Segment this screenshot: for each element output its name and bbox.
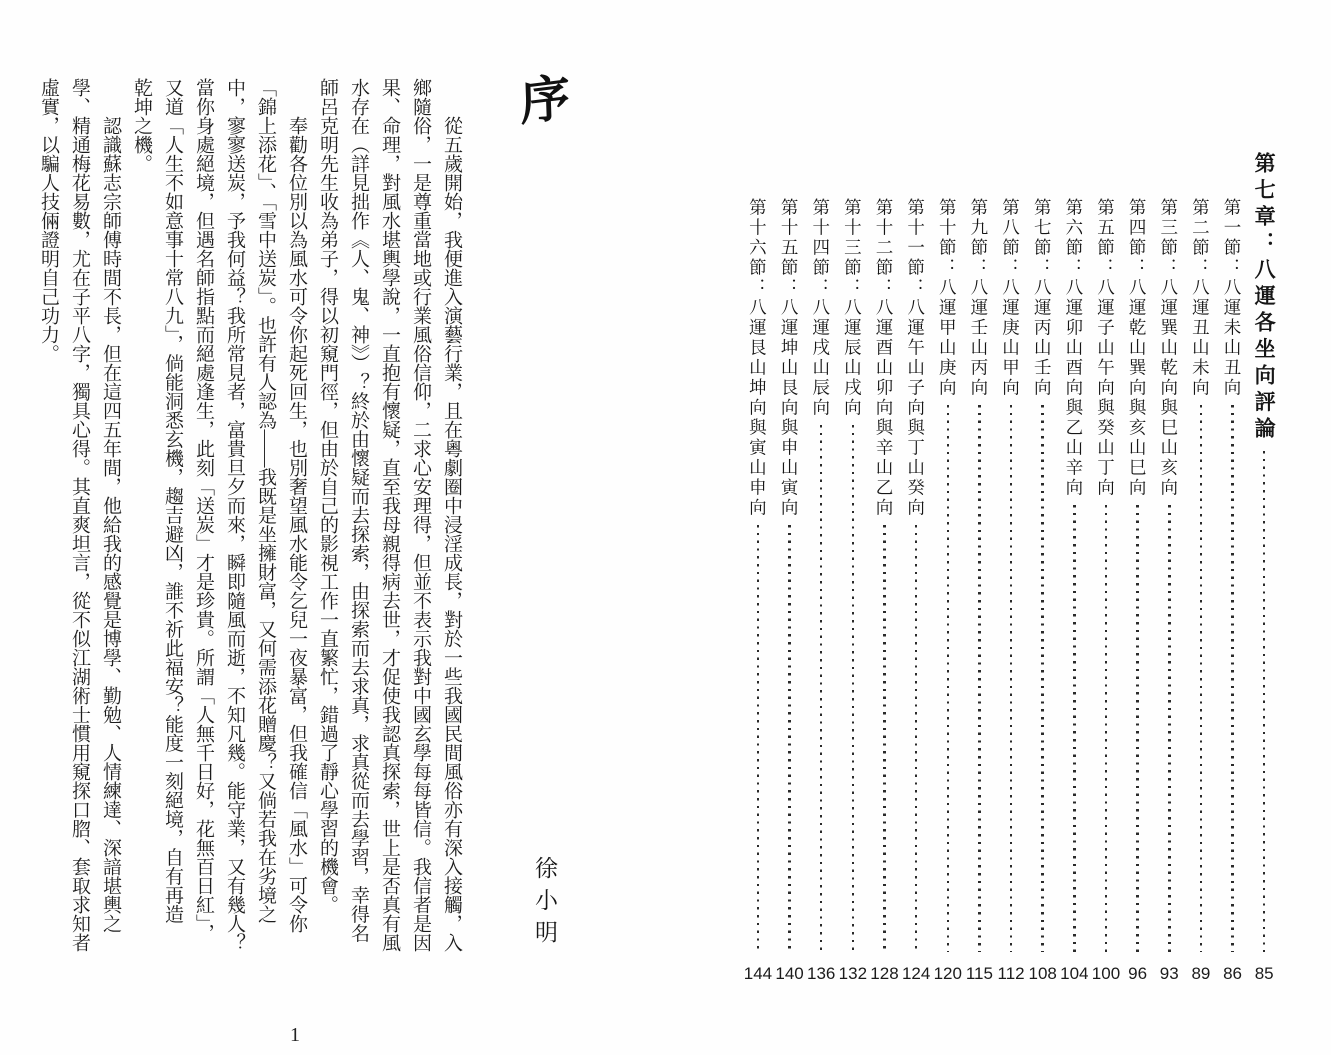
toc-section-column <box>1185 150 1217 984</box>
toc-page-number: 100 <box>1091 964 1121 983</box>
toc-section-label: 第一節：八運未山丑向 <box>1222 198 1243 398</box>
preface-line: 水存在（詳見拙作《人、鬼、神》）？終於由懷疑而去探索，由探索而去求真，求真從而去學習，幸得名 <box>348 78 369 943</box>
toc-page-number: 89 <box>1191 964 1211 983</box>
preface-line: 鄉隨俗，一是尊重當地或行業風俗信仰，二求心安理得，但並不表示我對中國玄學每每皆信。我信者是因 <box>410 78 431 952</box>
toc-section-label: 第十節：八運甲山庚向 <box>937 198 958 398</box>
toc-section-column <box>869 150 901 984</box>
toc-section-label: 第七節：八運丙山壬向 <box>1032 198 1053 398</box>
toc-page-number: 144 <box>743 964 773 983</box>
toc-section-label: 第十一節：八運午山子向與丁山癸向 <box>905 198 926 518</box>
preface-line: 虛實，以騙人技倆證明自己功力。 <box>38 78 59 363</box>
dot-leader <box>852 425 855 952</box>
toc-page-number: 124 <box>901 964 931 983</box>
toc-page-number: 108 <box>1028 964 1057 983</box>
toc-section-label: 第二節：八運丑山未向 <box>1190 198 1211 398</box>
toc-page-number: 112 <box>997 964 1025 983</box>
dot-leader <box>757 525 760 952</box>
dot-leader <box>1136 505 1139 952</box>
toc-page-number: 120 <box>933 964 962 983</box>
dot-leader <box>883 525 886 952</box>
toc-section-label: 第四節：八運乾山巽向與亥山巳向 <box>1127 198 1148 498</box>
preface-line: 果、命理，對風水堪輿學說，一直抱有懷疑，直至我母親得病去世，才促使我認真探索，世上是否真有風 <box>379 78 400 952</box>
toc-section-label: 第十四節：八運戌山辰向 <box>810 198 831 418</box>
dot-leader <box>915 525 918 952</box>
toc-section-label: 第三節：八運巽山乾向與巳山亥向 <box>1158 198 1179 498</box>
toc-section-column <box>932 150 964 984</box>
preface-line: 學、精通梅花易數，尤在子平八字，獨具心得。其直爽坦言，從不似江湖術士慣用窺探口脗、套取求知者 <box>69 78 90 952</box>
preface-line: 當你身處絕境，但遇名師指點而絕處逢生，此刻「送炭」才是珍貴。所謂「人無千日好，花無百日紅」， <box>193 78 214 943</box>
toc-section-column <box>774 150 806 984</box>
toc-section-label: 第九節：八運壬山丙向 <box>968 198 989 398</box>
toc-section-label: 第八節：八運庚山甲向 <box>1000 198 1021 398</box>
dot-leader <box>1263 451 1266 953</box>
toc-section-label: 第十二節：八運酉山卯向與辛山乙向 <box>873 198 894 518</box>
toc-section-column <box>1090 150 1122 984</box>
toc-section-column <box>1122 150 1154 984</box>
toc-page-number: 128 <box>870 964 899 983</box>
toc-section-column <box>1027 150 1059 984</box>
dot-leader <box>1105 505 1108 952</box>
preface-line: 奉勸各位別以為風水可令你起死回生，也別奢望風水能令乞兒一夜暴富，但我確信「風水」可令你 <box>286 116 307 933</box>
dot-leader <box>1200 405 1203 952</box>
preface-line: 乾坤之機。 <box>131 78 152 173</box>
toc-page-number: 115 <box>965 964 993 983</box>
table-of-contents <box>742 150 1280 984</box>
toc-section-column <box>964 150 996 984</box>
dot-leader <box>1073 505 1076 952</box>
toc-section-label: 第五節：八運子山午向與癸山丁向 <box>1095 198 1116 498</box>
dot-leader <box>788 525 791 952</box>
preface-line: 又道「人生不如意事十常八九」，倘能洞悉玄機，趨吉避凶，誰不祈此福安？能度一刻絕境，自有再造 <box>162 78 183 924</box>
preface-line: 認識蘇志宗師傅時間不長，但在這四五年間，他給我的感覺是博學、勤勉、人情練達、深諳堪輿之 <box>100 116 121 933</box>
toc-page-number: 104 <box>1060 964 1089 983</box>
toc-section-label: 第六節：八運卯山酉向與乙山辛向 <box>1063 198 1084 498</box>
preface-line: 中，寥寥送炭，予我何益？我所常見者，富貴旦夕而來，瞬即隨風而逝，不知凡幾。能守業，又有幾人？ <box>224 78 245 952</box>
preface-text-block <box>33 78 467 968</box>
dot-leader <box>1168 505 1171 952</box>
toc-chapter-column <box>1248 150 1280 984</box>
preface-line: 師呂克明先生收為弟子，得以初窺門徑，但由於自己的影視工作一直繁忙，錯過了靜心學習的機會。 <box>317 78 338 914</box>
preface-title: 序 <box>519 68 571 132</box>
toc-page-number: 85 <box>1254 964 1274 983</box>
toc-section-column <box>900 150 932 984</box>
dot-leader <box>820 425 823 952</box>
toc-section-column <box>1059 150 1091 984</box>
toc-page-number: 136 <box>807 964 836 983</box>
dot-leader <box>978 405 981 952</box>
toc-page-number: 86 <box>1223 964 1242 983</box>
dot-leader <box>1010 405 1013 952</box>
toc-chapter-title: 第七章：八運各坐向評論 <box>1252 152 1277 444</box>
dot-leader <box>1041 405 1044 952</box>
preface-line: 從五歲開始，我便進入演藝行業，且在粵劇圈中浸淫成長，對於一些我國民間風俗亦有深入接觸，入 <box>441 116 462 952</box>
toc-section-label: 第十三節：八運辰山戌向 <box>842 198 863 418</box>
toc-page-number: 140 <box>775 964 804 983</box>
toc-section-column <box>837 150 869 984</box>
toc-section-column <box>1153 150 1185 984</box>
toc-page-number: 96 <box>1128 964 1148 983</box>
toc-page-number: 93 <box>1159 964 1179 983</box>
dot-leader <box>1231 405 1234 952</box>
toc-section-label: 第十六節：八運艮山坤向與寅山申向 <box>747 198 768 518</box>
toc-section-column <box>995 150 1027 984</box>
toc-section-label: 第十五節：八運坤山艮向與申山寅向 <box>779 198 800 518</box>
toc-page-number: 132 <box>838 964 868 983</box>
toc-section-column <box>805 150 837 984</box>
preface-line: 「錦上添花」、「雪中送炭」。也許有人認為——我既是坐擁財富，又何需添花贈慶？又倘若我在劣境之 <box>255 78 276 924</box>
toc-section-column <box>1217 150 1249 984</box>
dot-leader <box>947 405 950 952</box>
toc-section-column <box>742 150 774 984</box>
left-page-number: 1 <box>290 1024 300 1046</box>
author-signature: 徐小明 <box>532 856 557 952</box>
